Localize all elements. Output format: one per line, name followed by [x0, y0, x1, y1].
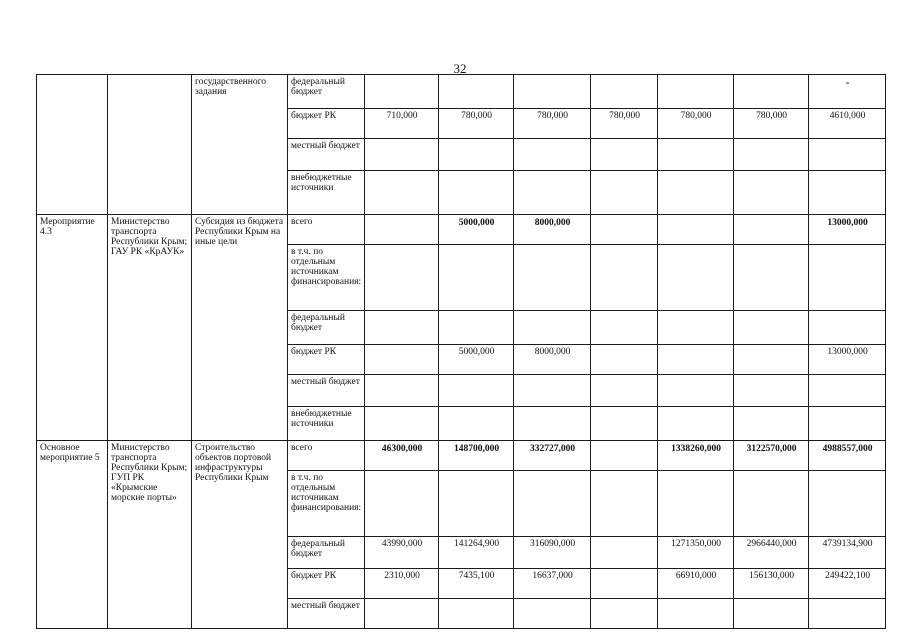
- value-cell: 316090,000: [514, 537, 591, 569]
- value-cell: [439, 375, 514, 407]
- value-cell: [514, 471, 591, 537]
- value-cell: [439, 407, 514, 441]
- value-cell: 13000,000: [809, 215, 886, 245]
- value-cell: 156130,000: [734, 569, 809, 599]
- value-cell: [591, 441, 658, 471]
- value-cell: [658, 75, 734, 109]
- value-cell: [658, 375, 734, 407]
- value-cell: [809, 139, 886, 171]
- value-cell: 66910,000: [658, 569, 734, 599]
- source-cell: в т.ч. по отдельным источникам финансирования:: [288, 471, 365, 537]
- value-cell: 4739134,900: [809, 537, 886, 569]
- page-number: 32: [453, 61, 467, 76]
- value-cell: [809, 407, 886, 441]
- value-cell: [365, 471, 439, 537]
- value-cell: [658, 171, 734, 215]
- source-cell: федеральный бюджет: [288, 75, 365, 109]
- source-cell: бюджет РК: [288, 569, 365, 599]
- value-cell: 780,000: [658, 109, 734, 139]
- value-cell: [809, 311, 886, 345]
- value-cell: 780,000: [591, 109, 658, 139]
- value-cell: [591, 407, 658, 441]
- table-row: [37, 441, 886, 471]
- value-cell: 2966440,000: [734, 537, 809, 569]
- value-cell: [439, 245, 514, 311]
- value-cell: 780,000: [514, 109, 591, 139]
- value-cell: [658, 345, 734, 375]
- value-cell: [591, 345, 658, 375]
- source-cell: всего: [288, 215, 365, 245]
- value-cell: 43990,000: [365, 537, 439, 569]
- value-cell: [734, 345, 809, 375]
- value-cell: [591, 375, 658, 407]
- value-cell: [734, 245, 809, 311]
- value-cell: 780,000: [439, 109, 514, 139]
- value-cell: [365, 171, 439, 215]
- value-cell: [809, 171, 886, 215]
- table-row: [37, 215, 886, 245]
- budget-table: [36, 74, 886, 629]
- value-cell: [439, 171, 514, 215]
- value-cell: [439, 139, 514, 171]
- value-cell: [658, 599, 734, 629]
- value-cell: [734, 311, 809, 345]
- source-cell: местный бюджет: [288, 599, 365, 629]
- source-cell: внебюджетные источники: [288, 407, 365, 441]
- value-cell: 710,000: [365, 109, 439, 139]
- value-cell: -: [809, 75, 886, 109]
- value-cell: 780,000: [734, 109, 809, 139]
- value-cell: [439, 311, 514, 345]
- value-cell: 16637,000: [514, 569, 591, 599]
- purpose-cell: государственного задания: [192, 75, 288, 215]
- value-cell: [809, 375, 886, 407]
- executor-cell: Министерство транспорта Республики Крым; ГАУ РК «КрАУК»: [108, 215, 192, 441]
- value-cell: 332727,000: [514, 441, 591, 471]
- value-cell: [591, 75, 658, 109]
- purpose-cell: Строительство объектов портовой инфраструктуры Республики Крым: [192, 441, 288, 629]
- value-cell: 5000,000: [439, 215, 514, 245]
- value-cell: [591, 245, 658, 311]
- value-cell: [734, 171, 809, 215]
- value-cell: 8000,000: [514, 345, 591, 375]
- value-cell: [591, 537, 658, 569]
- value-cell: [514, 245, 591, 311]
- value-cell: 249422,100: [809, 569, 886, 599]
- source-cell: в т.ч. по отдельным источникам финансирования:: [288, 245, 365, 311]
- value-cell: [514, 375, 591, 407]
- source-cell: местный бюджет: [288, 375, 365, 407]
- value-cell: [658, 471, 734, 537]
- value-cell: 46300,000: [365, 441, 439, 471]
- activity-cell: [37, 75, 108, 215]
- value-cell: 5000,000: [439, 345, 514, 375]
- value-cell: [365, 245, 439, 311]
- value-cell: [658, 311, 734, 345]
- value-cell: [365, 345, 439, 375]
- value-cell: [365, 311, 439, 345]
- value-cell: [365, 139, 439, 171]
- value-cell: [734, 75, 809, 109]
- value-cell: [365, 407, 439, 441]
- value-cell: [591, 471, 658, 537]
- value-cell: [734, 375, 809, 407]
- value-cell: [658, 407, 734, 441]
- value-cell: 3122570,000: [734, 441, 809, 471]
- value-cell: [591, 569, 658, 599]
- value-cell: [734, 471, 809, 537]
- value-cell: [809, 245, 886, 311]
- value-cell: [658, 245, 734, 311]
- value-cell: [809, 471, 886, 537]
- value-cell: [514, 171, 591, 215]
- value-cell: 8000,000: [514, 215, 591, 245]
- value-cell: [514, 75, 591, 109]
- value-cell: [734, 407, 809, 441]
- value-cell: [514, 139, 591, 171]
- value-cell: [439, 599, 514, 629]
- source-cell: федеральный бюджет: [288, 311, 365, 345]
- activity-cell: Мероприятие 4.3: [37, 215, 108, 441]
- value-cell: [809, 599, 886, 629]
- value-cell: [658, 139, 734, 171]
- executor-cell: Министерство транспорта Республики Крым; ГУП РК «Крымские морские порты»: [108, 441, 192, 629]
- value-cell: [734, 599, 809, 629]
- value-cell: [591, 599, 658, 629]
- source-cell: федеральный бюджет: [288, 537, 365, 569]
- purpose-cell: Субсидия из бюджета Республики Крым на иные цели: [192, 215, 288, 441]
- value-cell: [439, 471, 514, 537]
- value-cell: [734, 215, 809, 245]
- value-cell: 4988557,000: [809, 441, 886, 471]
- value-cell: [734, 139, 809, 171]
- value-cell: 13000,000: [809, 345, 886, 375]
- value-cell: [591, 139, 658, 171]
- value-cell: [439, 75, 514, 109]
- value-cell: [365, 215, 439, 245]
- value-cell: [591, 171, 658, 215]
- value-cell: [658, 215, 734, 245]
- executor-cell: [108, 75, 192, 215]
- value-cell: [365, 75, 439, 109]
- value-cell: [514, 599, 591, 629]
- value-cell: 1271350,000: [658, 537, 734, 569]
- value-cell: [591, 311, 658, 345]
- value-cell: [514, 311, 591, 345]
- source-cell: бюджет РК: [288, 345, 365, 375]
- value-cell: 2310,000: [365, 569, 439, 599]
- source-cell: местный бюджет: [288, 139, 365, 171]
- value-cell: [591, 215, 658, 245]
- source-cell: бюджет РК: [288, 109, 365, 139]
- activity-cell: Основное мероприятие 5: [37, 441, 108, 629]
- value-cell: 141264,900: [439, 537, 514, 569]
- table-row: [37, 75, 886, 109]
- value-cell: [514, 407, 591, 441]
- source-cell: внебюджетные источники: [288, 171, 365, 215]
- value-cell: [365, 375, 439, 407]
- value-cell: 4610,000: [809, 109, 886, 139]
- source-cell: всего: [288, 441, 365, 471]
- value-cell: 1338260,000: [658, 441, 734, 471]
- value-cell: 148700,000: [439, 441, 514, 471]
- value-cell: 7435,100: [439, 569, 514, 599]
- value-cell: [365, 599, 439, 629]
